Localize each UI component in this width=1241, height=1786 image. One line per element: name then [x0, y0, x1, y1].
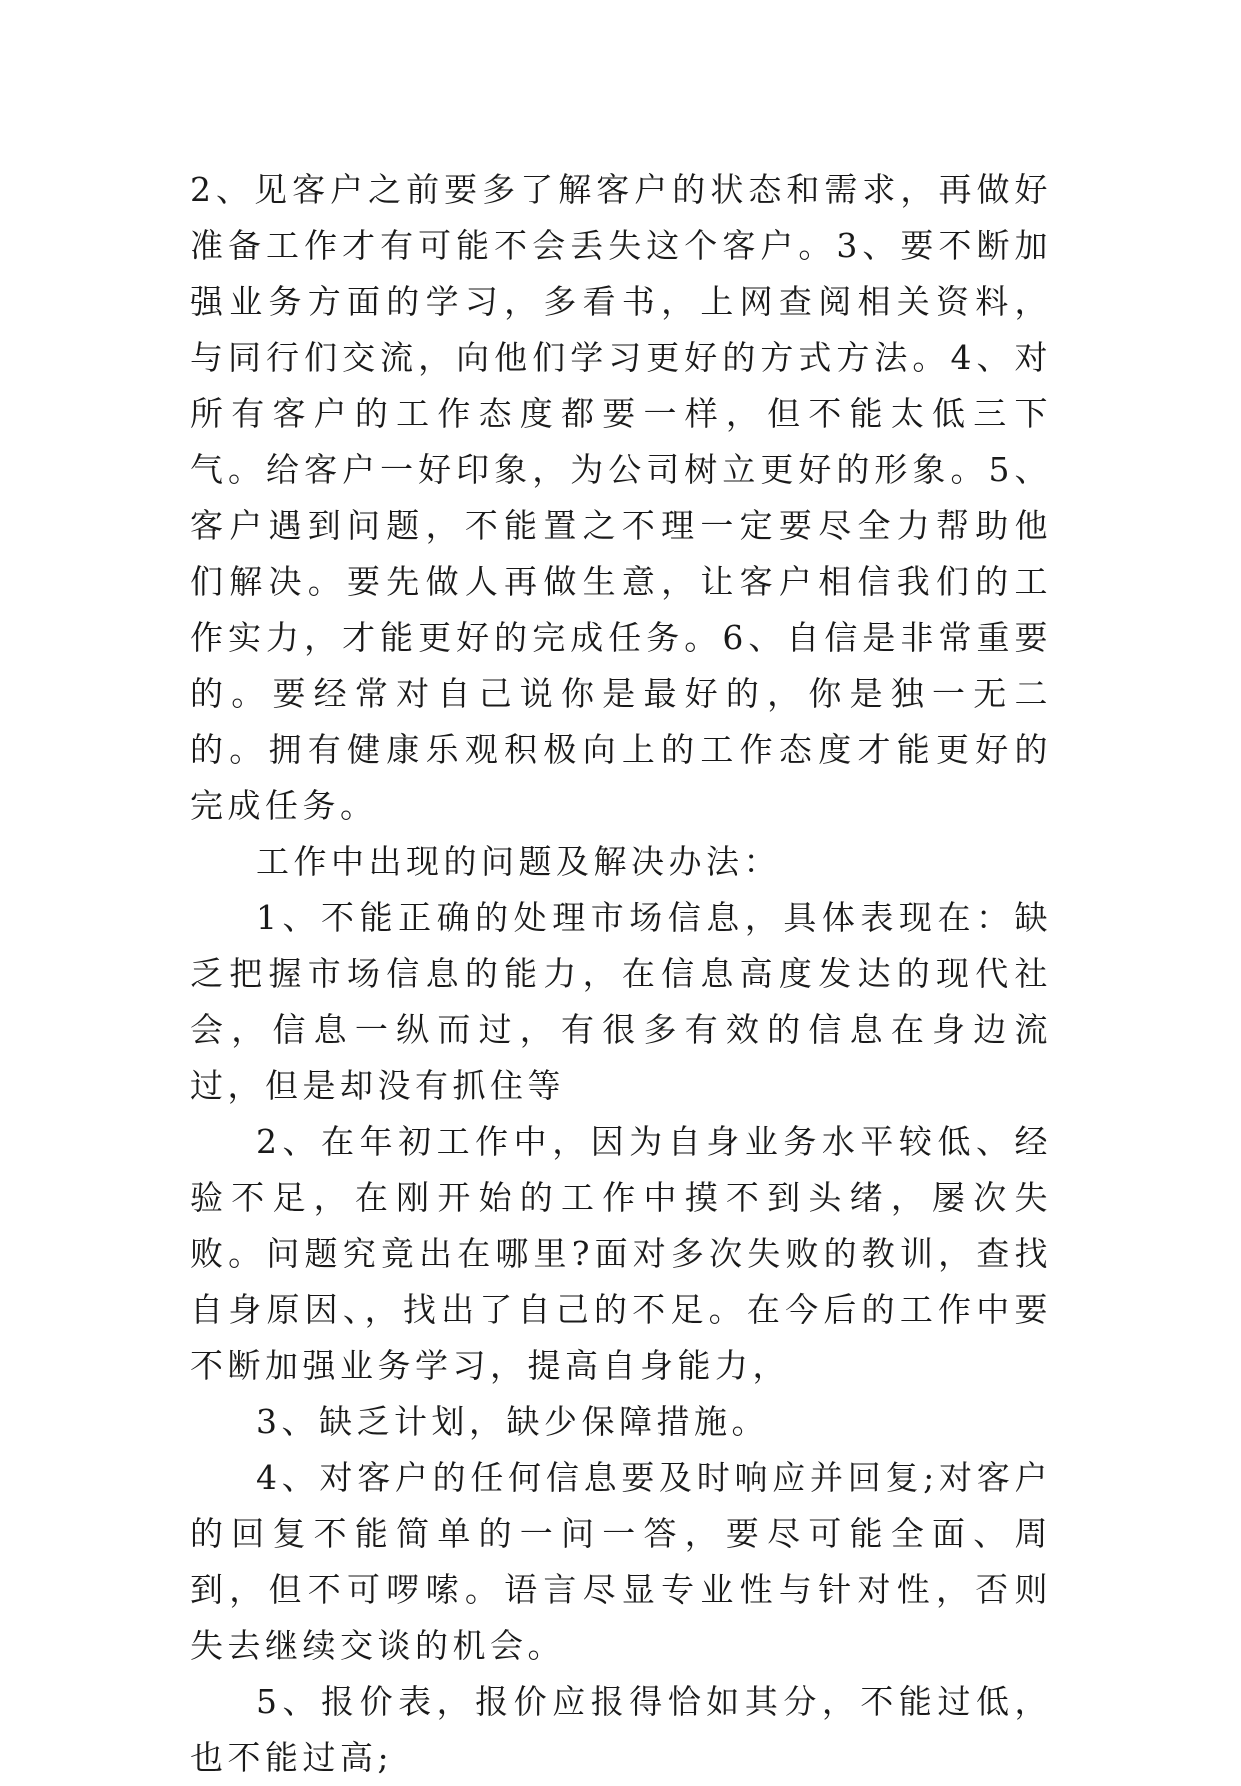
document-body	[190, 162, 1052, 1786]
paragraph-problem-4: 4、对客户的任何信息要及时响应并回复;对客户的回复不能简单的一问一答，要尽可能全面、周到，但不可啰嗦。语言尽显专业性与针对性，否则失去继续交谈的机会。	[190, 1458, 1052, 1665]
paragraph-problem-5: 5、报价表，报价应报得恰如其分，不能过低，也不能过高;	[190, 1682, 1052, 1777]
paragraph-problem-1: 1、不能正确的处理市场信息，具体表现在：缺乏把握市场信息的能力，在信息高度发达的现代社会，信息一纵而过，有很多有效的信息在身边流过，但是却没有抓住等	[190, 898, 1052, 1105]
paragraph-problem-3: 3、缺乏计划，缺少保障措施。	[256, 1402, 769, 1441]
paragraph-problems-heading: 工作中出现的问题及解决办法：	[256, 842, 781, 881]
paragraph-customer-tips: 2、见客户之前要多了解客户的状态和需求，再做好准备工作才有可能不会丢失这个客户。3、要不断加强业务方面的学习，多看书，上网查阅相关资料，与同行们交流，向他们学习更好的方式方法。4、对所有客户的工作态度都要一样，但不能太低三下气。给客户一好印象，为公司树立更好的形象。5、客户遇到问题，不能置之不理一定要尽全力帮助他们解决。要先做人再做生意，让客户相信我们的工作实力，才能更好的完成任务。6、自信是非常重要的。要经常对自己说你是最好的，你是独一无二的。拥有健康乐观积极向上的工作态度才能更好的完成任务。	[190, 170, 1052, 825]
paragraph-problem-2: 2、在年初工作中，因为自身业务水平较低、经验不足，在刚开始的工作中摸不到头绪，屡次失败。问题究竟出在哪里?面对多次失败的教训，查找自身原因、，找出了自己的不足。在今后的工作中要不断加强业务学习，提高自身能力，	[190, 1122, 1052, 1385]
